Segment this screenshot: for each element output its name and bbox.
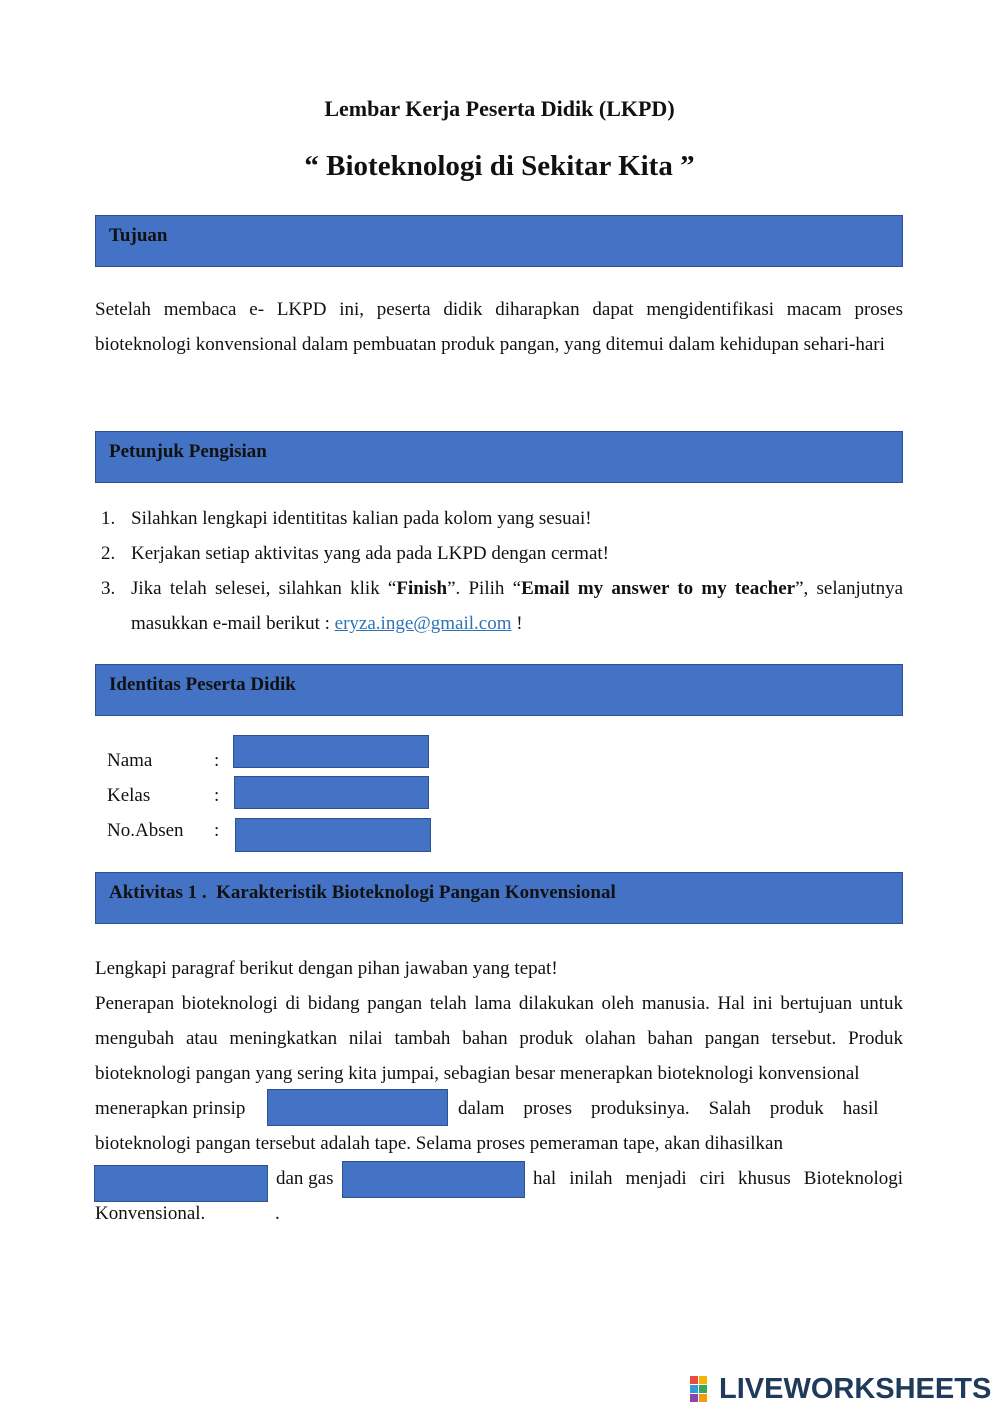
section-header-identitas [95,664,903,716]
line7: Konvensional. [95,1203,206,1224]
liveworksheets-logo [690,1372,991,1406]
section-header-tujuan [95,215,903,267]
activity-instruction: Lengkapi paragraf berikut dengan pihan jawaban yang tepat! [95,958,558,979]
nama-input[interactable] [233,735,429,768]
kelas-input[interactable] [234,776,429,809]
section-header-petunjuk [95,431,903,483]
nama-label: Nama [107,750,153,771]
list-item [95,536,903,571]
kelas-label: Kelas [107,785,151,806]
list-item [95,501,903,536]
worksheet-title: Lembar Kerja Peserta Didik (LKPD) [324,96,675,121]
list-number: 1. [101,508,116,529]
list-number: 3. [101,578,116,599]
list-text: Silahkan lengkapi identititas kalian pada kolom yang sesuai! [131,508,592,529]
line6-post: hal inilah menjadi ciri khusus Bioteknologi [533,1168,903,1189]
section-heading: Identitas Peserta Didik [109,674,296,695]
list-text: ”. Pilih “ [447,578,522,599]
section-heading: Aktivitas 1 . Karakteristik Bioteknologi Pangan Konvensional [109,882,616,903]
list-number: 2. [101,543,116,564]
line6-mid: dan gas [276,1168,334,1189]
activity-paragraph: Penerapan bioteknologi di bidang pangan telah lama dilakukan oleh manusia. Hal ini bertujuan untuk mengubah atau meningkatkan nilai tambah bahan produk olahan bahan pangan tersebut. Produk bioteknologi pangan yang sering kita jumpai, sebagian besar menerapkan bioteknologi konvensional [95,993,903,1084]
answer-input-prinsip[interactable] [267,1089,448,1126]
list-text: Kerjakan setiap aktivitas yang ada pada LKPD dengan cermat! [131,543,609,564]
email-option-emphasis: Email my answer to my teacher [521,578,796,599]
answer-input-dihasilkan[interactable] [94,1165,268,1202]
nama-colon: : [214,750,220,771]
no-absen-input[interactable] [235,818,431,852]
line4-pre: menerapkan prinsip [95,1098,246,1119]
answer-input-gas[interactable] [342,1161,525,1198]
section-header-aktivitas-1 [95,872,903,924]
logo-text: LIVEWORKSHEETS [719,1372,992,1405]
teacher-email-link[interactable]: eryza.inge@gmail.com [334,613,512,634]
no-absen-colon: : [214,820,220,841]
line5: bioteknologi pangan tersebut adalah tape. Selama proses pemeraman tape, akan dihasilkan [95,1133,783,1154]
line7-dot: . [275,1203,280,1224]
no-absen-label: No.Absen [107,820,184,841]
kelas-colon: : [214,785,220,806]
list-text: ! [511,613,523,634]
liveworksheets-mark-icon [690,1376,716,1402]
finish-emphasis: Finish [396,578,448,599]
line4-post: dalam proses produksinya. Salah produk hasil [458,1098,879,1119]
tujuan-text: Setelah membaca e- LKPD ini, peserta didik diharapkan dapat mengidentifikasi macam proses bioteknologi konvensional dalam pembuatan produk pangan, yang ditemui dalam kehidupan sehari-hari [95,299,903,355]
list-text: ”, selanjutnya masukkan e-mail berikut : [131,578,904,634]
instruction-list [95,501,903,641]
section-heading: Tujuan [109,225,168,246]
list-item [95,571,903,641]
worksheet-subtitle: “ Bioteknologi di Sekitar Kita ” [304,150,695,182]
list-text: Jika telah selesei, silahkan klik “ [131,578,397,599]
section-heading: Petunjuk Pengisian [109,441,267,462]
